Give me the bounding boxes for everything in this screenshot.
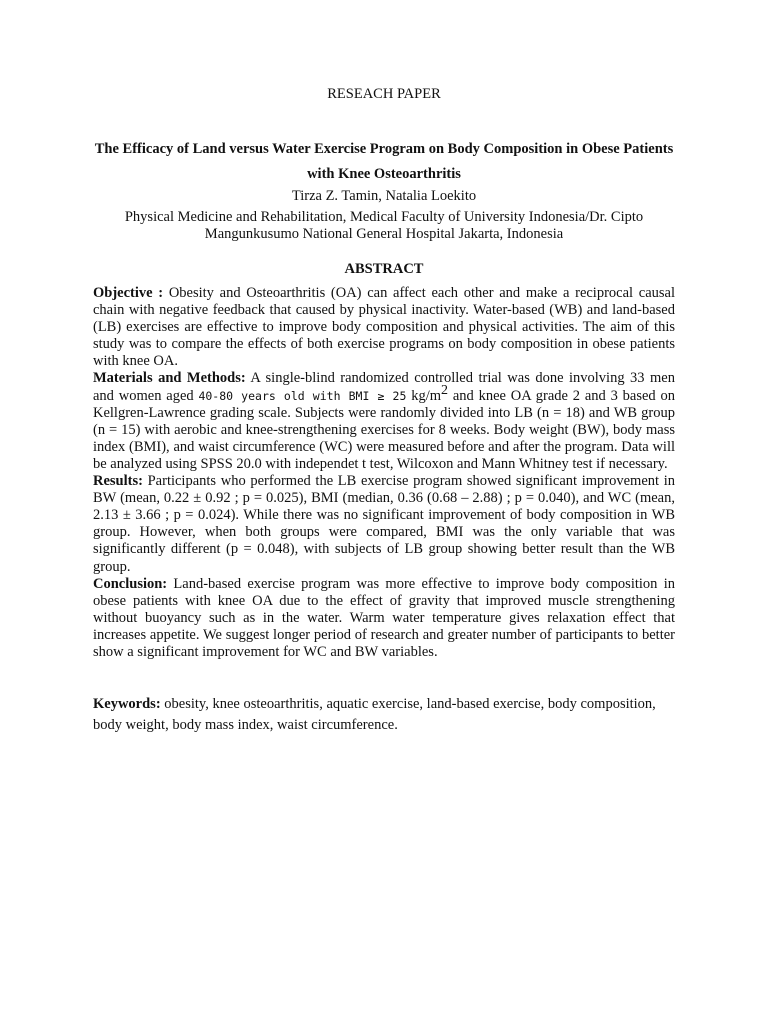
keywords-paragraph [93, 694, 675, 736]
keywords-text: obesity, knee osteoarthritis, aquatic exercise, land-based exercise, body composition, body weight, body mass index, waist circumference. [93, 696, 656, 733]
conclusion-paragraph [93, 576, 675, 661]
methods-paragraph [93, 370, 675, 473]
objective-paragraph [93, 285, 675, 370]
keywords-label: Keywords: [93, 696, 161, 712]
methods-text-before: A single-blind randomized controlled trial was done involving 33 men and women aged [93, 370, 675, 404]
objective-text: Obesity and Osteoarthritis (OA) can affect each other and make a reciprocal causal chain with negative feedback that caused by physical inactivity. Water-based (WB) and land-based (LB) exercises are effective to improve body composition and physical activities. The aim of this study was to compare the effects of both exercise programs on body composition in obese patients with knee OA. [93, 285, 675, 370]
document-type-label: RESEACH PAPER [327, 86, 441, 102]
methods-unit: kg/m [406, 387, 442, 404]
results-text: Participants who performed the LB exercise program showed significant improvement in BW (mean, 0.22 ± 0.92 ; p = 0.025), BMI (median, 0.36 (0.68 – 2.88) ; p = 0.040), and WC (mean, 2.13 ± 3.66 ; p = 0.024). While there was no significant improvement of body composition in WB group. However, when both groups were compared, BMI was the only variable that was significantly different (p = 0.048), with subjects of LB group showing better result than the WB group. [93, 473, 675, 575]
methods-unit-superscript: 2 [441, 382, 449, 398]
results-label: Results: [93, 473, 143, 490]
results-paragraph [93, 473, 675, 576]
conclusion-text: Land-based exercise program was more effective to improve body composition in obese patients with knee OA due to the effect of gravity that improved muscle strengthening without buoyancy such as in the water. Warm water temperature gives relaxation effect that increases appetite. We suggest longer period of research and greater number of participants to better show a significant improvement for WC and BW variables. [93, 575, 675, 660]
methods-label: Materials and Methods: [93, 370, 246, 387]
abstract-body [93, 285, 675, 661]
paper-title: The Efficacy of Land versus Water Exercise Program on Body Composition in Obese Patients with Knee Osteoarthritis [94, 141, 674, 182]
objective-label: Objective : [93, 285, 164, 301]
abstract-heading: ABSTRACT [344, 261, 424, 277]
methods-age-bmi-criteria: 40-80 years old with BMI ≥ 25 [198, 388, 407, 403]
author-affiliation: Physical Medicine and Rehabilitation, Medical Faculty of University Indonesia/Dr. Cipto Mangunkusumo National General Hospital Jakarta, Indonesia [124, 209, 644, 242]
conclusion-label: Conclusion: [93, 575, 168, 592]
methods-text-after: and knee OA grade 2 and 3 based on Kellgren-Lawrence grading scale. Subjects were randomly divided into LB (n = 18) and WB group (n = 15) with aerobic and knee-strengthening exercises for 8 weeks. Body weight (BW), body mass index (BMI), and waist circumference (WC) were measured before and after the program. Data will be analyzed using SPSS 20.0 with independet t test, Wilcoxon and Mann Whitney test if necessary. [93, 387, 675, 472]
author-list: Tirza Z. Tamin, Natalia Loekito [291, 188, 477, 204]
